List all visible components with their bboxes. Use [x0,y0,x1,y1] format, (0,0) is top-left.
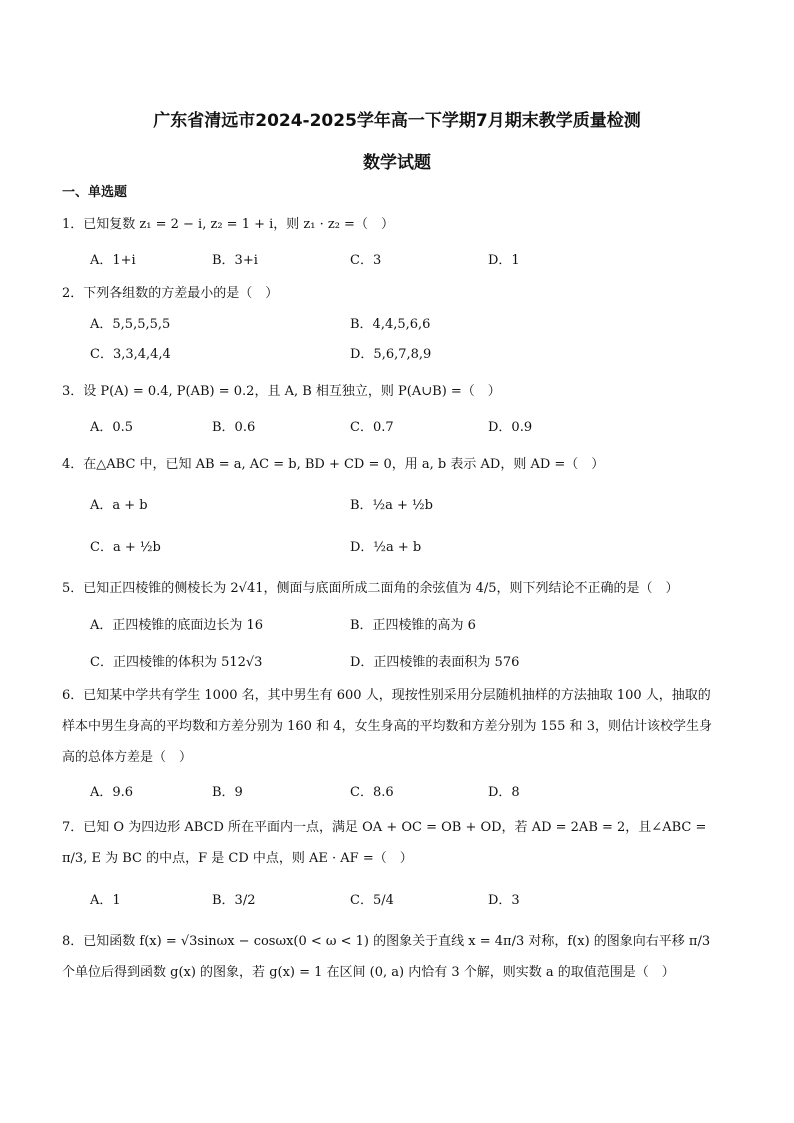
question-stem: 8．已知函数 f(x) = √3sinωx − cosωx(0 < ω < 1) 的图象关于直线 x = 4π/3 对称，f(x) 的图象向右平移 π/3 个单位后得到函数 g(x) 的图象，若 g(x) = 1 在区间 (0, a) 内恰有 3 个解，则实数 a 的取值范围是（ ） [62,934,711,980]
option-d: D．8 [488,785,520,800]
doc-subtitle: 数学试题 [363,153,431,173]
option-d: D．1 [488,253,520,268]
option-a: A．9.6 [90,785,134,800]
question-stem: 3．设 P(A) = 0.4, P(AB) = 0.2，且 A, B 相互独立，则 P(A∪B) =（ ） [62,384,501,399]
question-stem: 4．在△ABC 中，已知 AB = a, AC = b, BD + CD = 0，用 a, b 表示 AD，则 AD =（ ） [62,457,605,472]
option-b: B．9 [212,785,243,800]
option-b: B．3/2 [212,893,256,908]
option-c: C．5/4 [350,893,394,908]
option-a: A．a + b [90,498,148,513]
option-d: D．5,6,7,8,9 [350,347,432,362]
option-b: B．0.6 [212,420,256,435]
option-b: B．正四棱锥的高为 6 [350,618,476,633]
option-d: D．3 [488,893,520,908]
option-b: B．3+i [212,253,258,268]
option-a: A．0.5 [90,420,134,435]
option-d: D．½a + b [350,540,422,555]
option-c: C．0.7 [350,420,394,435]
option-c: C．3 [350,253,382,268]
question-stem: 1．已知复数 z₁ = 2 − i, z₂ = 1 + i，则 z₁ · z₂ =（ ） [62,217,394,232]
option-c: C．a + ½b [90,540,161,555]
option-c: C．8.6 [350,785,394,800]
question-stem: 6．已知某中学共有学生 1000 名，其中男生有 600 人，现按性别采用分层随机抽样的方法抽取 100 人，抽取的样本中男生身高的平均数和方差分别为 160 和 4，女生身高的平均数和方差分别为 155 和 3，则估计该校学生身高的总体方差是（ ） [62,688,712,765]
question-stem: 5．已知正四棱锥的侧棱长为 2√41，侧面与底面所成二面角的余弦值为 4/5，则下列结论不正确的是（ ） [62,581,679,596]
section-heading: 一、单选题 [62,185,128,200]
option-a: A．5,5,5,5,5 [90,317,171,332]
option-d: D．正四棱锥的表面积为 576 [350,655,520,670]
option-b: B．½a + ½b [350,498,433,513]
option-a: A．1 [90,893,121,908]
question-stem: 2．下列各组数的方差最小的是（ ） [62,286,279,301]
option-c: C．3,3,4,4,4 [90,347,171,362]
doc-title: 广东省清远市2024-2025学年高一下学期7月期末教学质量检测 [153,111,641,131]
option-d: D．0.9 [488,420,533,435]
question-stem: 7．已知 O 为四边形 ABCD 所在平面内一点，满足 OA + OC = OB + OD，若 AD = 2AB = 2，且∠ABC = π/3, E 为 BC 的中点，F 是 CD 中点，则 AE · AF =（ ） [62,820,707,866]
option-a: A．正四棱锥的底面边长为 16 [90,618,264,633]
option-c: C．正四棱锥的体积为 512√3 [90,655,263,670]
option-a: A．1+i [90,253,136,268]
option-b: B．4,4,5,6,6 [350,317,431,332]
